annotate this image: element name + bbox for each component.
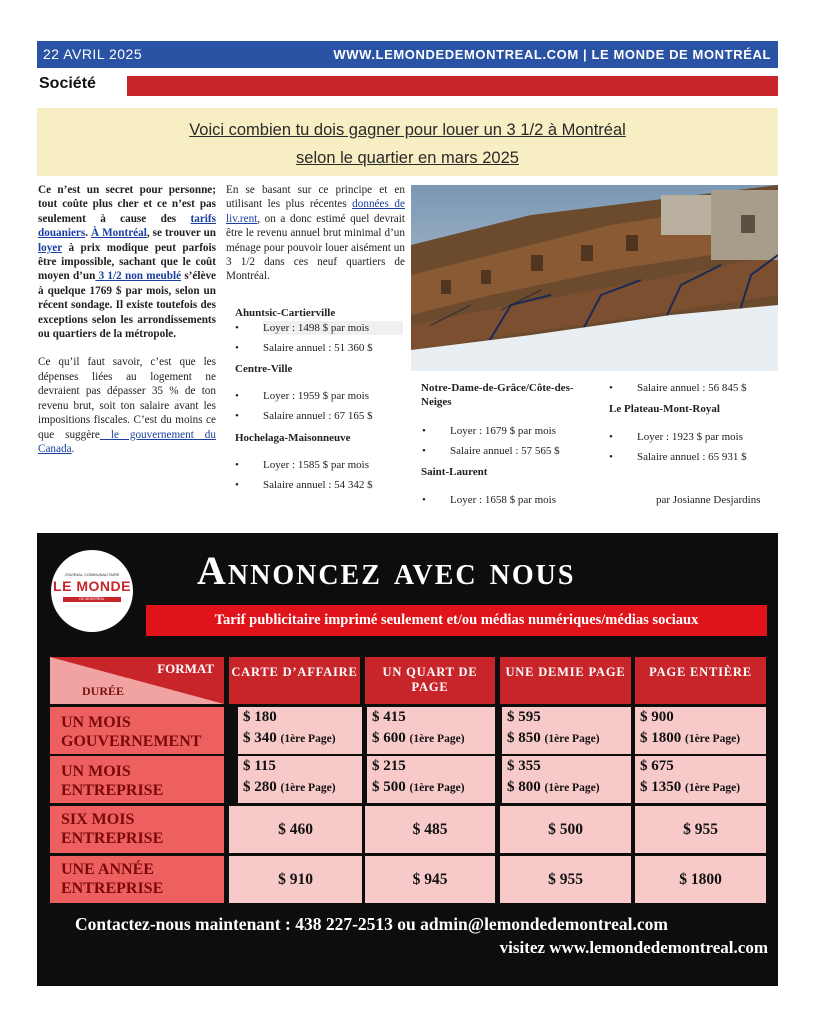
column-header: PAGE ENTIÈRE	[635, 657, 766, 704]
quartier-salaire: • Salaire annuel : 57 565 $	[450, 444, 560, 458]
contact-line[interactable]: Contactez-nous maintenant : 438 227-2513 ou admin@lemondedemontreal.com	[75, 914, 668, 934]
column-header: UNE DEMIE PAGE	[500, 657, 631, 704]
lead-paragraph: Ce n’est un secret pour personne; tout coûte plus cher et ce n’est pas seulement à cause des tarifs douaniers. À Montréal, se trouver un loyer à prix modique peut parfois être impossible, sachant que le coût moyen d’un 3 1/2 non meublé s’élève à quelque 1769 $ par mois, selon un récent sondage. Il existe toutefois des exceptions selon les arrondissements ou quartiers de la métropole.	[38, 184, 217, 341]
price-cell: $ 955	[635, 806, 766, 853]
article-title-box	[37, 108, 778, 176]
quartier-salaire: • Salaire annuel : 56 845 $	[637, 381, 747, 395]
visit-website-line[interactable]: visitez www.lemondedemontreal.com	[499, 938, 768, 957]
link-liv-rent[interactable]: données de liv.rent	[226, 198, 405, 225]
price-cell: $ 355 $ 800 (1ère Page)	[502, 756, 631, 803]
section-rule	[127, 76, 778, 96]
ad-title: Annoncez avec nous	[197, 548, 576, 593]
quartier-loyer: • Loyer : 1658 $ par mois	[450, 493, 556, 507]
quartier-loyer: • Loyer : 1585 $ par mois	[263, 458, 369, 472]
link-3-1-2[interactable]: 3 1/2 non meublé	[95, 270, 182, 283]
price-cell: $ 215 $ 500 (1ère Page)	[367, 756, 495, 803]
price-cell: $ 500	[500, 806, 631, 853]
column-header: CARTE D’AFFAIRE	[229, 657, 360, 704]
row-header: UN MOIS GOUVERNEMENT	[50, 707, 224, 754]
paragraph-3: En se basant sur ce principe et en utilisant les plus récentes données de liv.rent, on a donc estimé quel devrait être le revenu annuel brut minimal d’un ménage pour pouvoir louer aisément un 3 1/2 dans ces neuf quartiers de Montréal.	[226, 184, 405, 283]
top-banner	[37, 41, 778, 68]
quartier-name: Hochelaga-Maisonneuve	[235, 432, 351, 444]
ad-tariff-bar: Tarif publicitaire imprimé seulement et/ou médias numériques/médias sociaux	[146, 605, 767, 636]
quartier-salaire: • Salaire annuel : 65 931 $	[637, 450, 747, 464]
quartier-loyer: • Loyer : 1679 $ par mois	[450, 424, 556, 438]
link-gouvernement[interactable]: le gouvernement du Canada	[38, 428, 216, 455]
quartier-name: Le Plateau-Mont-Royal	[609, 403, 720, 415]
quartier-salaire: • Salaire annuel : 51 360 $	[263, 341, 373, 355]
link-loyer[interactable]: loyer	[38, 241, 63, 254]
article-title-line2[interactable]: selon le quartier en mars 2025	[296, 149, 519, 167]
article-column-1	[38, 183, 216, 470]
quartier-name: Ahuntsic-Cartierville	[235, 307, 336, 319]
article-photo	[411, 185, 778, 371]
price-cell: $ 595 $ 850 (1ère Page)	[502, 707, 631, 754]
duree-label: DURÉE	[82, 684, 125, 698]
quartier-name: Centre-Ville	[235, 363, 293, 375]
quartier-loyer: • Loyer : 1498 $ par mois	[263, 321, 403, 335]
row-header: SIX MOIS ENTREPRISE	[50, 806, 224, 853]
row-header: UN MOIS ENTREPRISE	[50, 756, 224, 803]
price-cell: $ 180 $ 340 (1ère Page)	[238, 707, 362, 754]
paragraph-2: Ce qu’il faut savoir, c’est que les dépenses liées au logement ne devraient pas dépasser 35 % de ton revenu brut, soit ton salaire avant les impositions fiscales. C’est du moins ce que suggère le gouvernement du Canada.	[38, 356, 216, 455]
link-montreal[interactable]: À Montréal	[91, 227, 147, 240]
article-column-2	[226, 183, 405, 284]
quartier-loyer: • Loyer : 1959 $ par mois	[263, 389, 369, 403]
byline: par Josianne Desjardins	[656, 494, 761, 506]
price-cell: $ 675 $ 1350 (1ère Page)	[635, 756, 766, 803]
section-label: Société	[39, 75, 96, 92]
table-corner	[50, 657, 224, 704]
quartier-salaire: • Salaire annuel : 67 165 $	[263, 409, 373, 423]
price-cell: $ 945	[365, 856, 495, 903]
price-cell: $ 485	[365, 806, 495, 853]
issue-date: 22 AVRIL 2025	[43, 46, 143, 62]
le-monde-logo[interactable]: JOURNAL COMMUNAUTAIRE LE MONDE DE MONTRÉAL	[51, 550, 133, 632]
quartier-loyer: • Loyer : 1923 $ par mois	[637, 430, 743, 444]
advertisement-panel	[37, 533, 778, 986]
quartier-name: Saint-Laurent	[421, 466, 488, 478]
link-tarifs-douaniers[interactable]: tarifs douaniers	[38, 212, 216, 240]
quartier-name: Notre-Dame-de-Grâce/Côte-des-Neiges	[421, 382, 574, 408]
column-header: UN QUART DE PAGE	[365, 657, 495, 704]
price-cell: $ 910	[229, 856, 362, 903]
format-label: FORMAT	[157, 661, 214, 676]
price-cell: $ 115 $ 280 (1ère Page)	[238, 756, 362, 803]
price-cell: $ 900 $ 1800 (1ère Page)	[635, 707, 766, 754]
price-cell: $ 460	[229, 806, 362, 853]
price-cell: $ 415 $ 600 (1ère Page)	[367, 707, 495, 754]
price-cell: $ 1800	[635, 856, 766, 903]
row-header: UNE ANNÉE ENTREPRISE	[50, 856, 224, 903]
price-cell: $ 955	[500, 856, 631, 903]
site-url: WWW.LEMONDEDEMONTREAL.COM | LE MONDE DE MONTRÉAL	[333, 47, 771, 62]
quartier-salaire: • Salaire annuel : 54 342 $	[263, 478, 373, 492]
article-title-line1[interactable]: Voici combien tu dois gagner pour louer un 3 1/2 à Montréal	[189, 121, 626, 139]
